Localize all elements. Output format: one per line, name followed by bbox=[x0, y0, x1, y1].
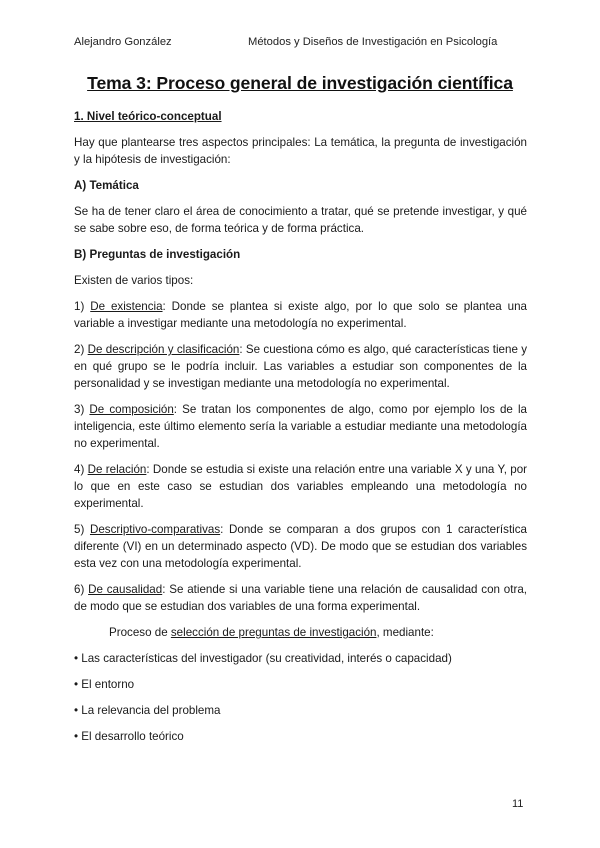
item-term: De relación bbox=[87, 463, 147, 476]
proceso-suffix: , mediante: bbox=[376, 626, 434, 639]
item-number: 2) bbox=[74, 343, 88, 356]
bullet-item: • El entorno bbox=[74, 678, 135, 691]
item-number: 3) bbox=[74, 403, 90, 416]
question-type-descripcion bbox=[74, 341, 527, 392]
question-type-causalidad bbox=[74, 581, 527, 615]
item-term: De existencia bbox=[90, 300, 163, 313]
question-type-descriptivo-comparativas bbox=[74, 521, 527, 572]
item-text: : Se cuestiona cómo es algo, qué características tiene y en qué grupo se le podría incluir. Las variables a estudiar son componentes de la personalidad y se investigan mediante una metodología no experimental. bbox=[74, 343, 528, 390]
document-body bbox=[74, 108, 527, 754]
question-type-existencia bbox=[74, 298, 527, 332]
tematica-paragraph: Se ha de tener claro el área de conocimiento a tratar, qué se pretende investigar, y qué se sabe sobre eso, de forma teórica y de forma práctica. bbox=[74, 205, 527, 235]
page-number: 11 bbox=[512, 798, 524, 810]
section-intro-paragraph: Hay que plantearse tres aspectos principales: La temática, la pregunta de investigación y la hipótesis de investigación: bbox=[74, 136, 527, 166]
bullet-item: • La relevancia del problema bbox=[74, 704, 221, 717]
item-term: De composición bbox=[89, 403, 174, 416]
proceso-term: selección de preguntas de investigación bbox=[170, 626, 377, 639]
item-text: : Donde se estudia si existe una relación entre una variable X y una Y, por lo que en este caso se estudian dos variables empleando una metodología no experimental. bbox=[74, 463, 528, 510]
header-course: Métodos y Diseños de Investigación en Psicología bbox=[248, 36, 498, 48]
header-author: Alejandro González bbox=[74, 36, 172, 48]
proceso-seleccion-line bbox=[74, 624, 527, 641]
item-term: De causalidad bbox=[88, 583, 163, 596]
item-number: 1) bbox=[74, 300, 91, 313]
item-text: : Donde se plantea si existe algo, por lo que solo se plantea una variable a investigar mediante una metodología no experimental. bbox=[74, 300, 527, 330]
proceso-prefix: Proceso de bbox=[109, 626, 171, 639]
item-text: : Se tratan los componentes de algo, como por ejemplo los de la inteligencia, este último elemento sería la variable a estudiar mediante una metodología no experimental. bbox=[74, 403, 528, 450]
item-number: 5) bbox=[74, 523, 90, 536]
subheading-preguntas: B) Preguntas de investigación bbox=[74, 248, 241, 261]
item-number: 6) bbox=[74, 583, 89, 596]
page-title: Tema 3: Proceso general de investigación científica bbox=[87, 73, 513, 93]
item-text: : Donde se comparan a dos grupos con 1 característica diferente (VI) en un determinado aspecto (VD). De modo que se estudian dos variables esta vez con una metodología experimental. bbox=[74, 523, 527, 570]
subheading-tematica: A) Temática bbox=[74, 179, 139, 192]
item-term: De descripción y clasificación bbox=[87, 343, 240, 356]
preguntas-intro: Existen de varios tipos: bbox=[74, 274, 194, 287]
question-type-relacion bbox=[74, 461, 527, 512]
item-number: 4) bbox=[74, 463, 88, 476]
item-text: : Se atiende si una variable tiene una relación de causalidad con otra, de modo que se estudian dos variables de una forma experimental. bbox=[74, 583, 528, 613]
bullet-item: • Las características del investigador (su creatividad, interés o capacidad) bbox=[74, 652, 452, 665]
page-header bbox=[74, 36, 526, 52]
item-term: Descriptivo-comparativas bbox=[89, 523, 221, 536]
question-type-composicion bbox=[74, 401, 527, 452]
bullet-item: • El desarrollo teórico bbox=[74, 730, 184, 743]
section-heading-nivel-teorico: 1. Nivel teórico-conceptual bbox=[74, 110, 222, 123]
